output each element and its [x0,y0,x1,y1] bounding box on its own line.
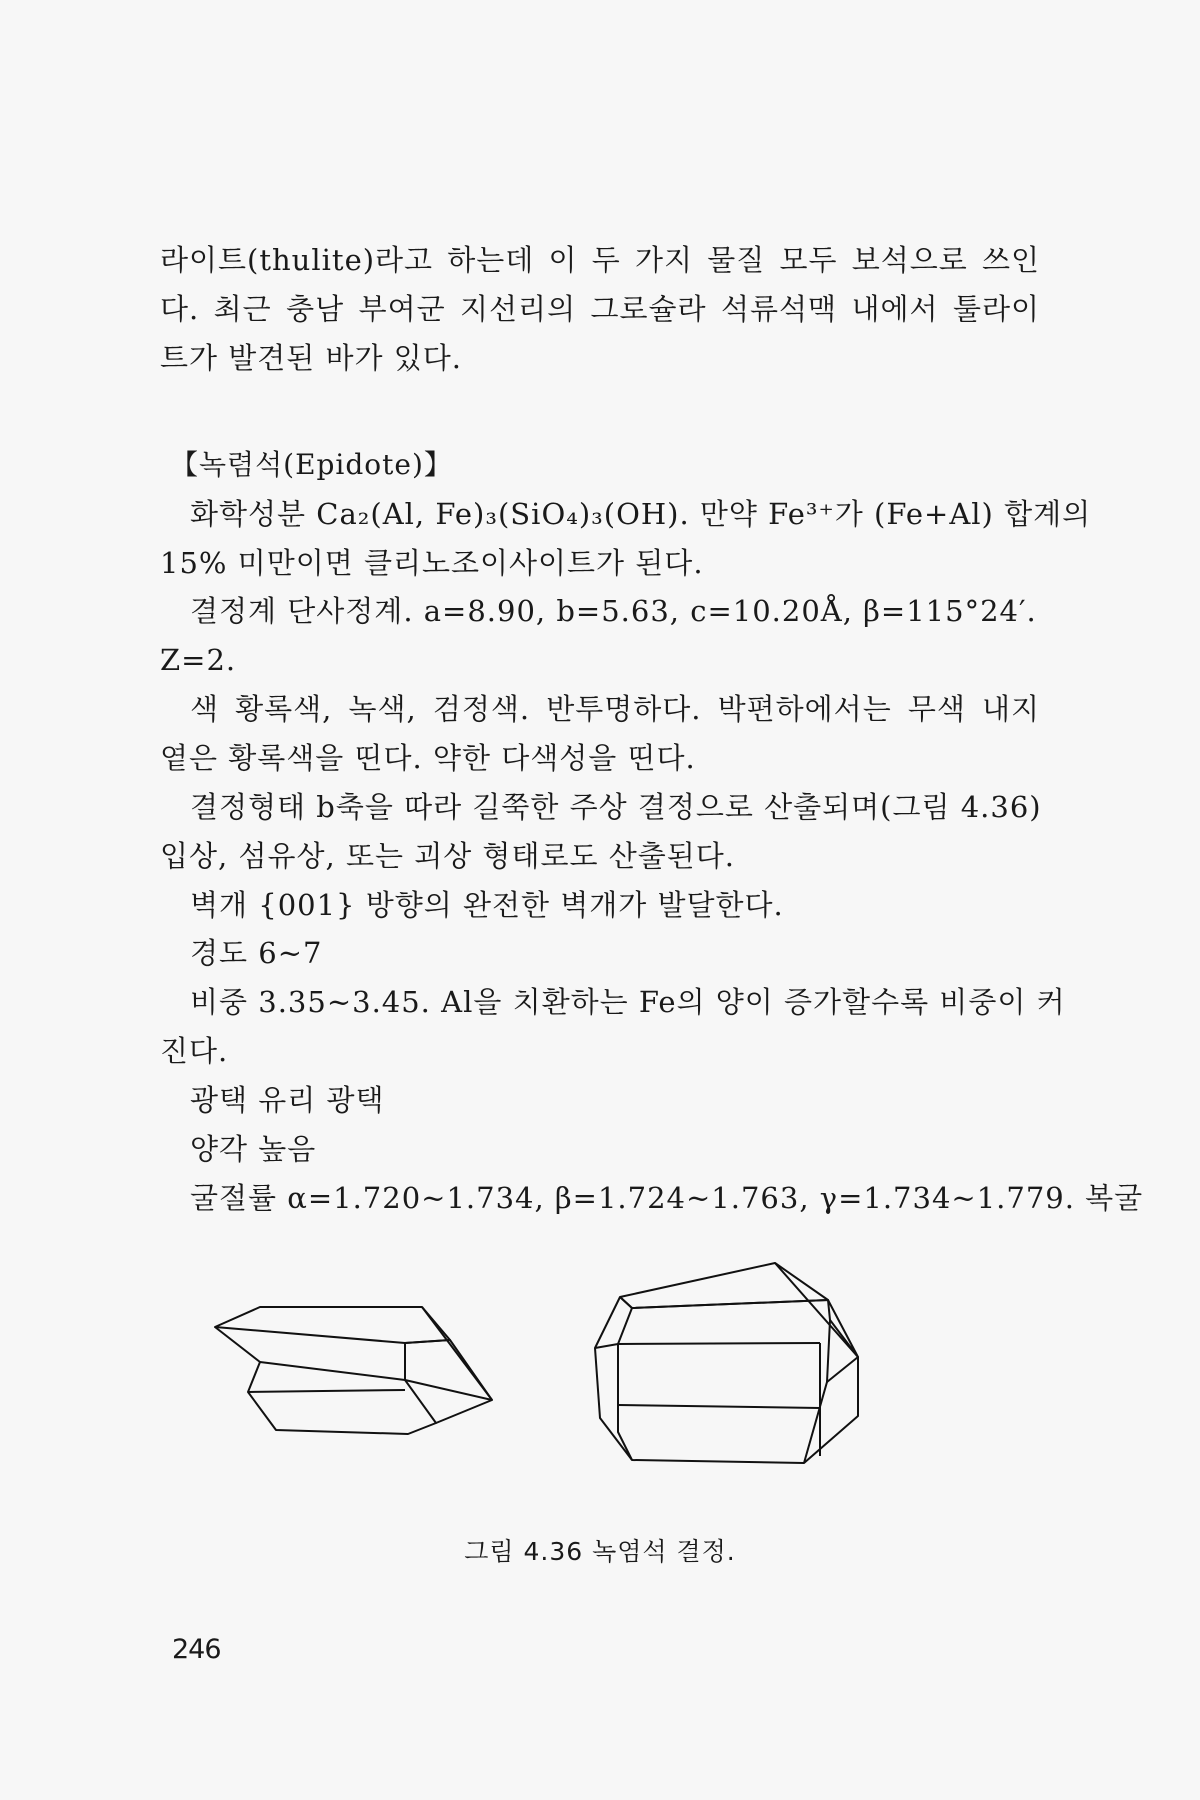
text-line: 비중 3.35~3.45. Al을 치환하는 Fe의 양이 증가할수록 비중이 커 [190,985,1066,1019]
page-number: 246 [172,1634,221,1665]
text-line: 화학성분 Ca₂(Al, Fe)₃(SiO₄)₃(OH). 만약 Fe³⁺가 (Fe+Al) 합계의 [190,497,1092,531]
text-line: Z=2. [160,643,237,677]
text-line: 결정형태 b축을 따라 길쭉한 주상 결정으로 산출되며(그림 4.36) [190,790,1042,824]
epidote-crystal-figure [200,1250,1020,1490]
crystal-drawing-right [595,1263,858,1463]
crystal-drawing-left [215,1307,492,1434]
section-heading: 【녹렴석(Epidote)】 [170,448,453,481]
text-line: 진다. [160,1034,229,1068]
text-line: 벽개 {001} 방향의 완전한 벽개가 발달한다. [190,888,784,922]
text-line: 다. 최근 충남 부여군 지선리의 그로슐라 석류석맥 내에서 툴라이 [160,292,1040,326]
text-line: 옅은 황록색을 띤다. 약한 다색성을 띤다. [160,741,696,775]
text-line: 결정계 단사정계. a=8.90, b=5.63, c=10.20Å, β=115°24′. [190,594,1037,628]
text-line: 트가 발견된 바가 있다. [160,341,462,375]
text-line: 양각 높음 [190,1132,317,1166]
text-line: 굴절률 α=1.720~1.734, β=1.724~1.763, γ=1.734~1.779. 복굴 [190,1181,1144,1215]
text-line: 입상, 섬유상, 또는 괴상 형태로도 산출된다. [160,839,735,873]
text-line: 색 황록색, 녹색, 검정색. 반투명하다. 박편하에서는 무색 내지 [190,692,1040,726]
figure-caption: 그림 4.36 녹염석 결정. [464,1537,736,1566]
text-line: 광택 유리 광택 [190,1083,385,1117]
text-line: 15% 미만이면 클리노조이사이트가 된다. [160,546,704,580]
text-line: 라이트(thulite)라고 하는데 이 두 가지 물질 모두 보석으로 쓰인 [160,243,1040,277]
text-line: 경도 6~7 [190,936,323,970]
